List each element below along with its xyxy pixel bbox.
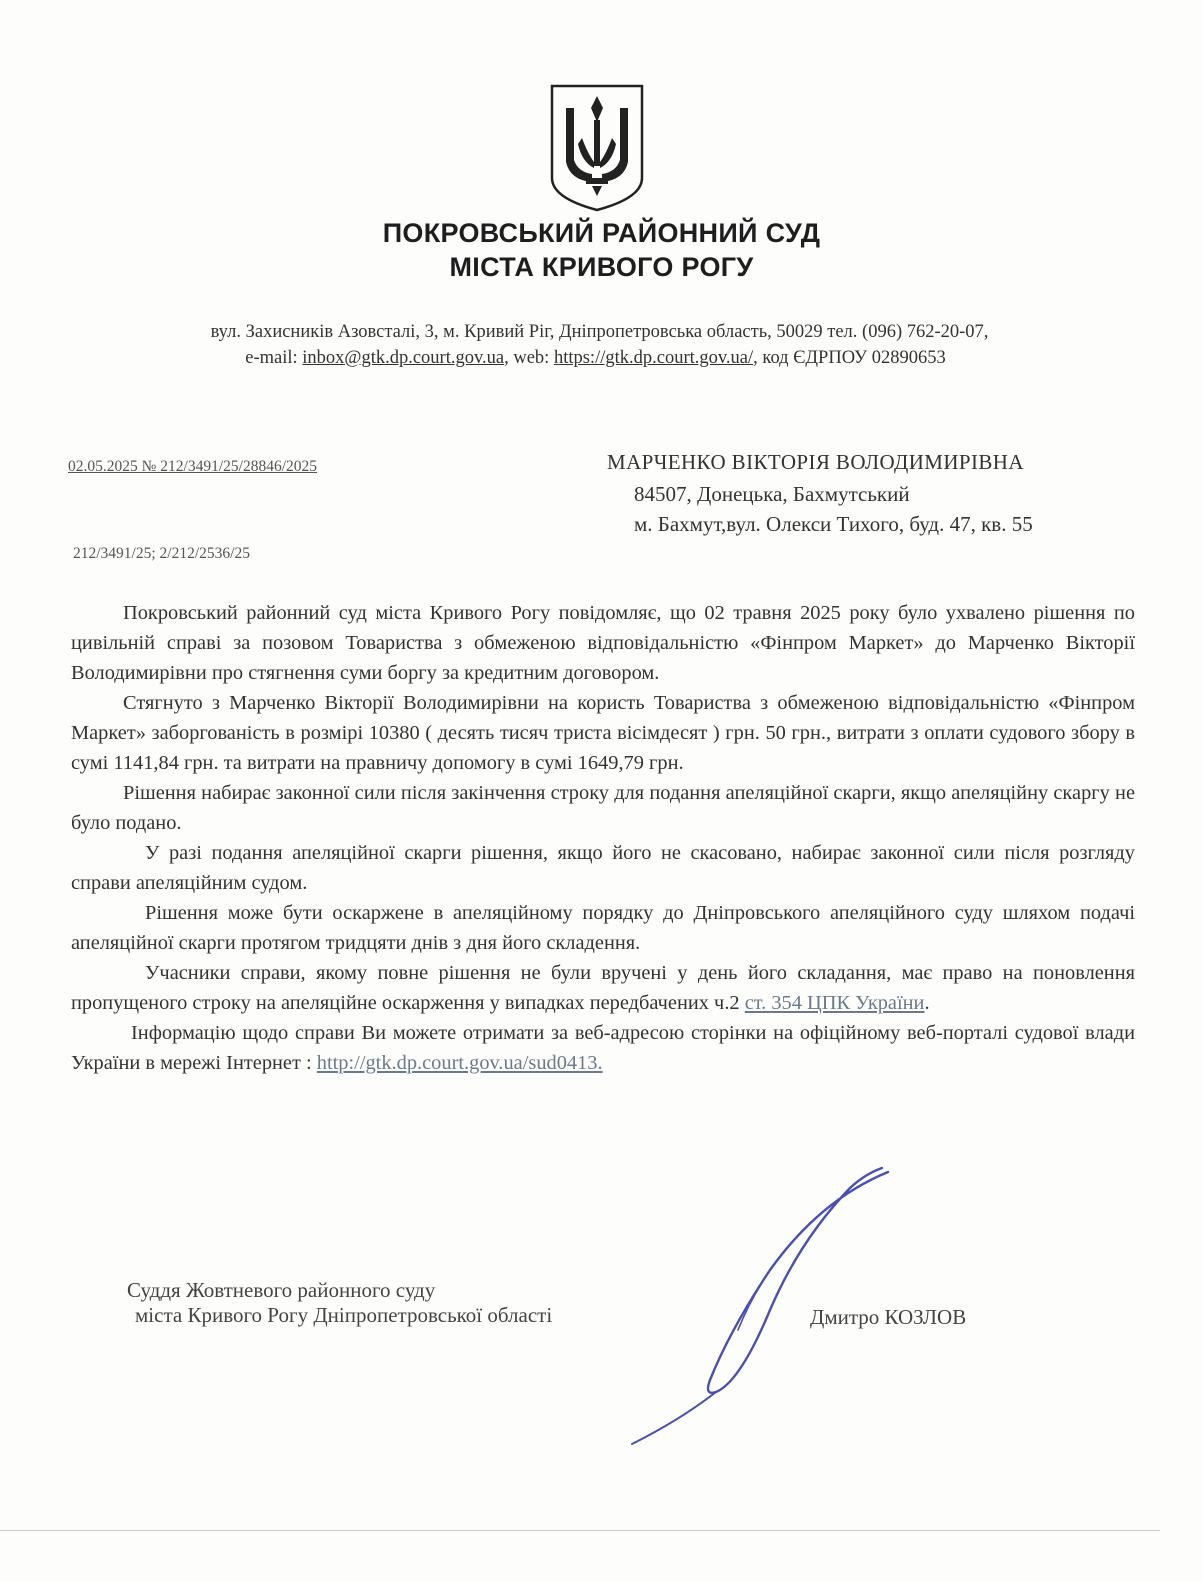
paragraph-recovery: Стягнуто з Марченко Вікторії Володимирівни на користь Товариства з обмеженою відповідальністю «Фінпром Маркет» заборгованість в розмірі 10380 ( десять тисяч триста вісімдесят ) грн. 50 грн., витрати з оплати судового збору в сумі 1141,84 грн. та витрати на правничу допомогу в сумі 1649,79 грн. [71,692,1135,774]
case-references: 212/3491/25; 2/212/2536/25 [73,545,250,562]
court-portal-link[interactable]: http://gtk.dp.court.gov.ua/sud0413. [316,1052,603,1074]
judge-title-line2: міста Кривого Рогу Дніпропетровської області [135,1303,553,1327]
deadline-renewal-end: . [924,992,930,1014]
email-label: e-mail: [245,348,303,368]
recipient-address-line1: 84507, Донецька, Бахмутський [634,482,910,506]
court-contacts [0,348,1197,369]
web-link[interactable]: https://gtk.dp.court.gov.ua/ [553,348,754,368]
paragraph-decision: Покровський районний суд міста Кривого Рогу повідомляє, що 02 травня 2025 року було ухвалено рішення по цивільній справі за позовом Товариства з обмеженою відповідальністю «Фінпром Маркет» до Марченко Вікторії Володимирівни про стягнення суми боргу за кредитним договором. [71,602,1135,684]
court-address: вул. Захисників Азовсталі, 3, м. Кривий Ріг, Дніпропетровська область, 50029 тел. (096) 762-20-07, [210,322,989,342]
email-link[interactable]: inbox@gtk.dp.court.gov.ua [302,348,505,368]
deadline-renewal-text: Учасники справи, якому повне рішення не були вручені у день його складання, має право на поновлення пропущеного строку на апеляційне оскарження у випадках передбачених ч.2 [71,962,1135,1014]
judge-title [127,1278,552,1328]
letter-body [71,598,1135,1078]
outgoing-number: 02.05.2025 № 212/3491/25/28846/2025 [68,458,318,475]
cpc-article-link[interactable]: ст. 354 ЦПК України [744,992,925,1014]
edrpou-code: , код ЄДРПОУ 02890653 [753,348,946,368]
court-name-line1: ПОКРОВСЬКИЙ РАЙОННИЙ СУД [382,218,821,248]
judge-title-line1: Суддя Жовтневого районного суду [127,1278,436,1302]
trident-coat-of-arms-icon [548,82,646,214]
web-label: , web: [504,348,554,368]
paragraph-legal-force: Рішення набирає законної сили після закінчення строку для подання апеляційної скарги, якщо апеляційну скаргу не було подано. [71,782,1135,834]
recipient-block [607,450,1033,536]
bottom-divider [0,1530,1160,1531]
paragraph-info [71,1018,1135,1078]
judge-name: Дмитро КОЗЛОВ [810,1305,967,1329]
court-name-line2: МІСТА КРИВОГО РОГУ [449,252,754,282]
paragraph-deadline-renewal [71,958,1135,1018]
recipient-address-line2: м. Бахмут,вул. Олекси Тихого, буд. 47, кв. 55 [634,512,1033,536]
paragraph-appeal-procedure: Рішення може бути оскаржене в апеляційному порядку до Дніпровського апеляційного суду шляхом подачі апеляційної скарги протягом тридцяти днів з дня його складення. [71,902,1135,954]
paragraph-appeal-effect: У разі подання апеляційної скарги рішення, якщо його не скасовано, набирає законної сили після розгляду справи апеляційним судом. [71,842,1135,894]
recipient-name: МАРЧЕНКО ВІКТОРІЯ ВОЛОДИМИРІВНА [607,450,1024,474]
info-text: Інформацію щодо справи Ви можете отримати за веб-адресою сторінки на офіційному веб-порталі судової влади України в мережі Інтернет : [71,1022,1135,1074]
